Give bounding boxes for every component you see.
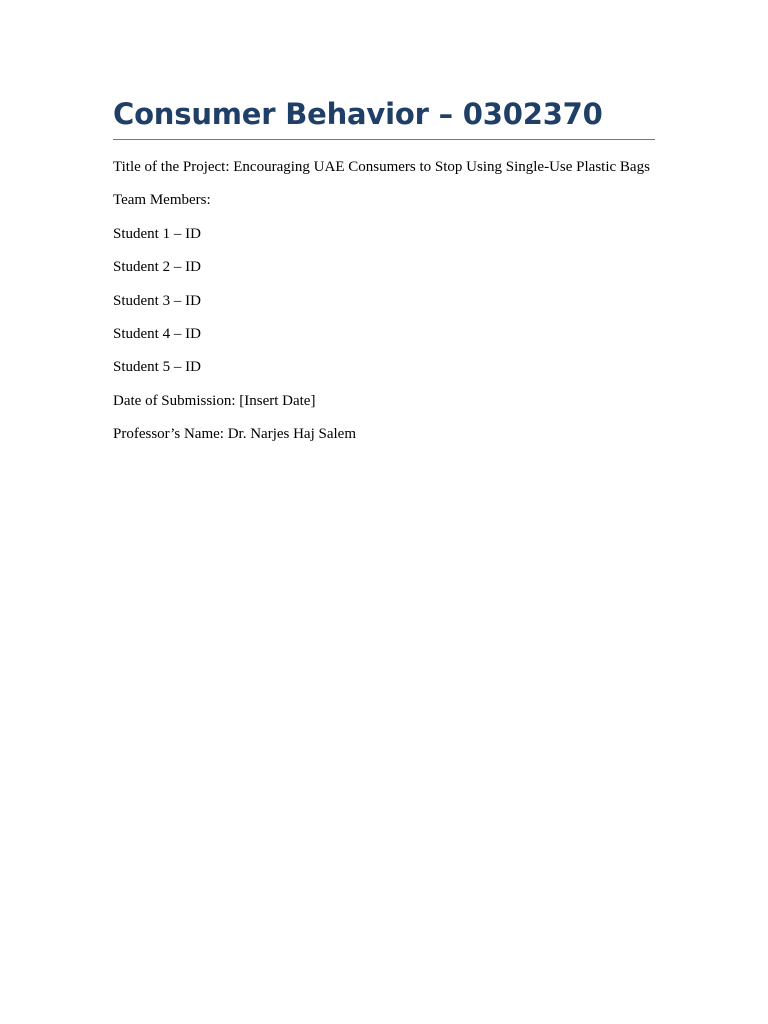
professor-name-line: Professor’s Name: Dr. Narjes Haj Salem <box>113 426 357 443</box>
paragraph-list <box>113 156 655 457</box>
student-line-5: Student 5 – ID <box>113 359 201 376</box>
document-body <box>113 92 655 457</box>
project-title-line: Title of the Project: Encouraging UAE Consumers to Stop Using Single-Use Plastic Bags <box>113 159 650 175</box>
student-line-2: Student 2 – ID <box>113 259 201 276</box>
student-line-4: Student 4 – ID <box>113 325 201 342</box>
student-line-3: Student 3 – ID <box>113 292 201 309</box>
student-line-1: Student 1 – ID <box>113 225 201 242</box>
team-members-heading: Team Members: <box>113 192 211 209</box>
document-title: Consumer Behavior – 0302370 <box>113 92 655 140</box>
submission-date-line: Date of Submission: [Insert Date] <box>113 392 316 409</box>
